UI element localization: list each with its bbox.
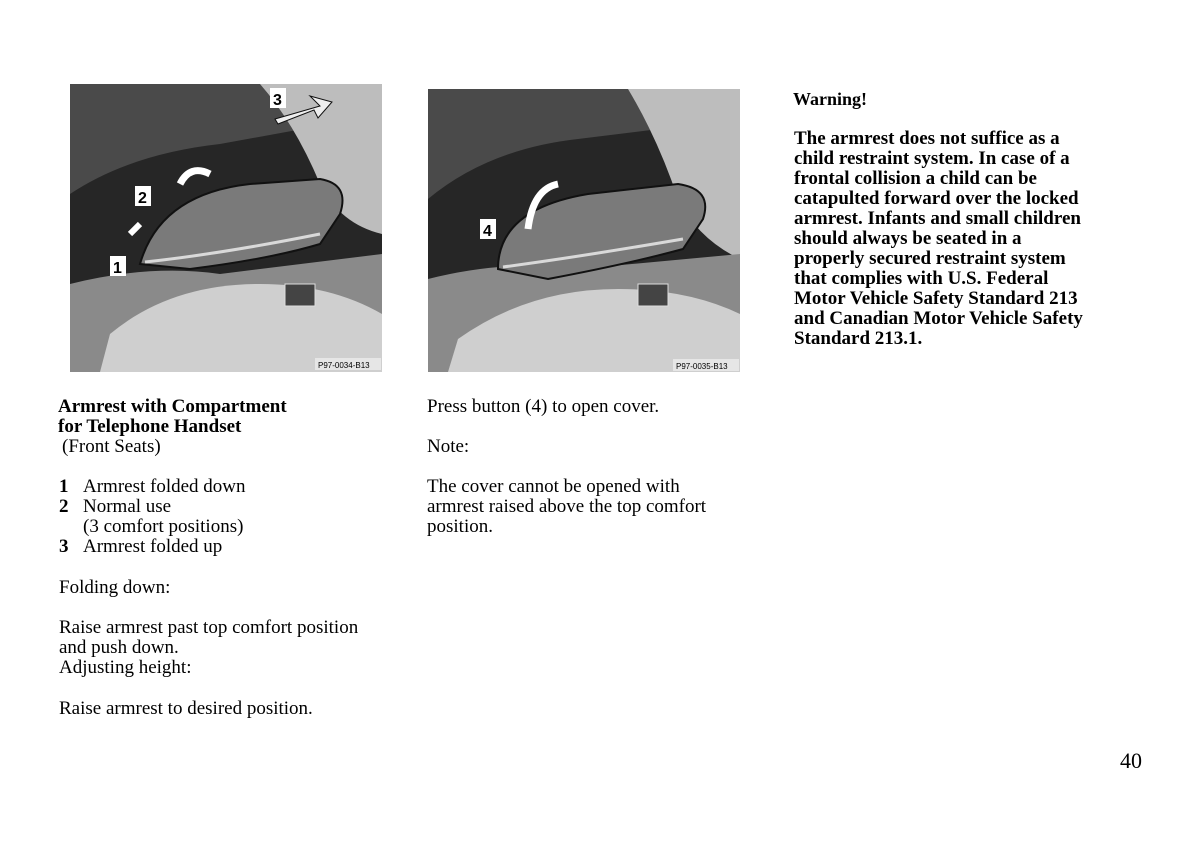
list-item-text: Normal use [83,496,172,517]
list-item-text: Armrest folded up [83,536,223,557]
folding-label: Folding down: [59,577,171,598]
callout-3: 3 [273,92,282,109]
warning-title: Warning! [793,89,868,109]
adjust-label: Adjusting height: [59,657,192,678]
warning-line: that complies with U.S. Federal [794,268,1049,289]
list-item-number: 3 [59,536,69,557]
callout-4: 4 [483,223,492,240]
note-text: position. [427,516,493,537]
warning-line: and Canadian Motor Vehicle Safety [794,308,1083,329]
warning-line: armrest. Infants and small children [794,208,1081,229]
warning-line: frontal collision a child can be [794,168,1037,189]
adjust-text: Raise armrest to desired position. [59,698,313,719]
armrest-folding-drawing [70,84,382,372]
list-item-number: 2 [59,496,69,517]
armrest-cover-drawing [428,89,740,372]
warning-line: The armrest does not suffice as a [794,128,1060,149]
section-subheading: (Front Seats) [62,436,161,457]
list-item-text: (3 comfort positions) [83,516,244,537]
figure-code: P97-0035-B13 [676,362,728,371]
note-text: The cover cannot be opened with [427,476,680,497]
folding-text: Raise armrest past top comfort position [59,617,359,638]
note-label: Note: [427,436,470,457]
note-text: armrest raised above the top comfort [427,496,707,517]
section-heading-line2: for Telephone Handset [58,416,242,437]
armrest-cover-illustration [428,89,740,372]
warning-line: Standard 213.1. [794,328,923,349]
warning-line: Motor Vehicle Safety Standard 213 [794,288,1078,309]
list-item-text: Armrest folded down [83,476,246,497]
callout-1: 1 [113,260,122,277]
armrest-folding-illustration [70,84,382,372]
list-item-number: 1 [59,476,69,497]
callout-2: 2 [138,190,147,207]
page-number: 40 [1120,748,1142,773]
figure-code: P97-0034-B13 [318,361,370,370]
warning-line: child restraint system. In case of a [794,148,1070,169]
warning-line: should always be seated in a [794,228,1022,249]
warning-line: catapulted forward over the locked [794,188,1079,209]
warning-line: properly secured restraint system [794,248,1066,269]
folding-text: and push down. [59,637,179,658]
press-button-text: Press button (4) to open cover. [427,396,660,417]
section-heading-line1: Armrest with Compartment [58,396,287,417]
